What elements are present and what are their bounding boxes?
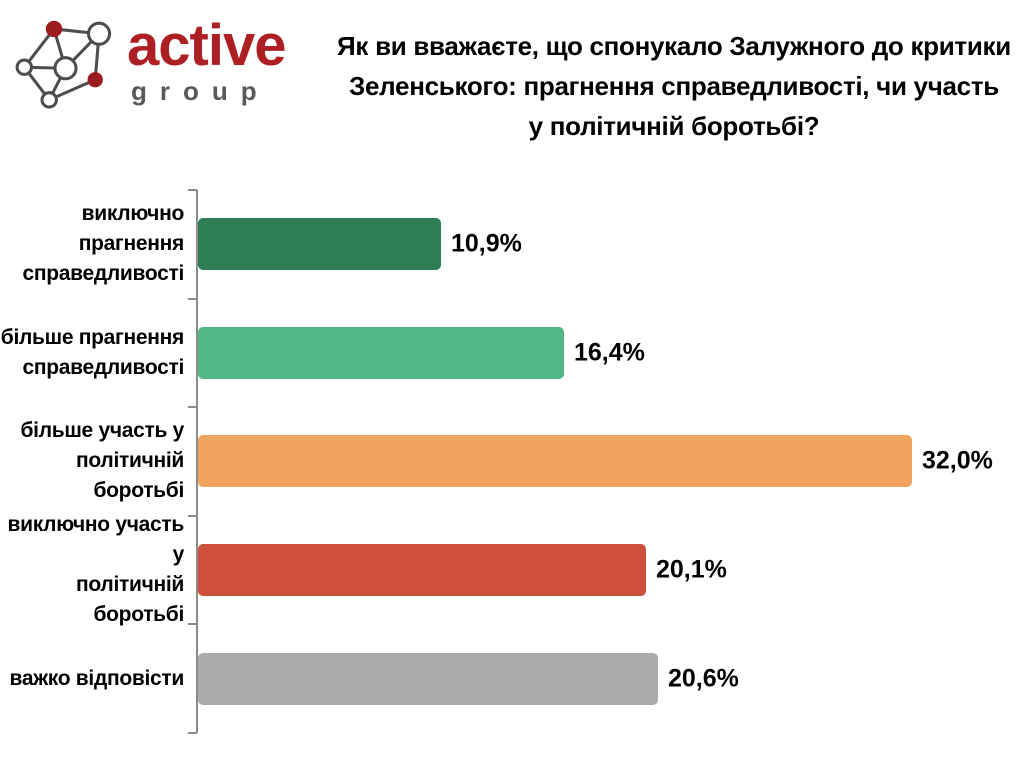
bar bbox=[198, 218, 441, 270]
category-label-line: виключно bbox=[81, 202, 184, 226]
chart-row bbox=[0, 624, 1024, 733]
chart-row bbox=[0, 299, 1024, 408]
category-label-line: виключно участь у bbox=[7, 513, 184, 567]
bar-chart bbox=[0, 190, 1024, 733]
category-label bbox=[0, 664, 184, 694]
chart-row bbox=[0, 190, 1024, 299]
chart-rows bbox=[0, 190, 1024, 733]
value-label: 16,4% bbox=[574, 338, 645, 367]
category-label-line: прагнення bbox=[78, 232, 184, 256]
category-label-line: політичній боротьбі bbox=[76, 573, 184, 627]
bar bbox=[198, 653, 658, 705]
chart-title-line-2: Зеленського: прагнення справедливості, чи участь bbox=[349, 71, 999, 101]
chart-row bbox=[0, 407, 1024, 516]
value-label: 10,9% bbox=[451, 229, 522, 258]
category-label-line: більше участь у bbox=[20, 419, 184, 443]
bar bbox=[198, 435, 912, 487]
chart-title-line-3: у політичній боротьбі? bbox=[528, 111, 820, 141]
bar bbox=[198, 327, 564, 379]
category-label bbox=[0, 510, 184, 630]
category-label-line: більше прагнення bbox=[0, 325, 184, 349]
bar bbox=[198, 544, 646, 596]
category-label bbox=[0, 323, 184, 383]
category-label-line: політичній боротьбі bbox=[76, 449, 184, 503]
chart-title bbox=[324, 26, 1024, 146]
value-label: 20,1% bbox=[656, 555, 727, 584]
category-label-line: справедливості bbox=[22, 355, 184, 379]
category-label-line: справедливості bbox=[22, 262, 184, 286]
category-label-line: важко відповісти bbox=[9, 666, 184, 690]
chart-row bbox=[0, 513, 1024, 627]
chart-title-line-1: Як ви вважаєте, що спонукало Залужного до критики bbox=[337, 31, 1011, 61]
network-graph-icon bbox=[8, 6, 123, 118]
logo-brand-text: active bbox=[127, 13, 286, 78]
value-label: 20,6% bbox=[668, 664, 739, 693]
category-label bbox=[0, 416, 184, 506]
category-label bbox=[0, 199, 184, 289]
value-label: 32,0% bbox=[922, 446, 993, 475]
logo-sub-text: group bbox=[131, 76, 270, 106]
